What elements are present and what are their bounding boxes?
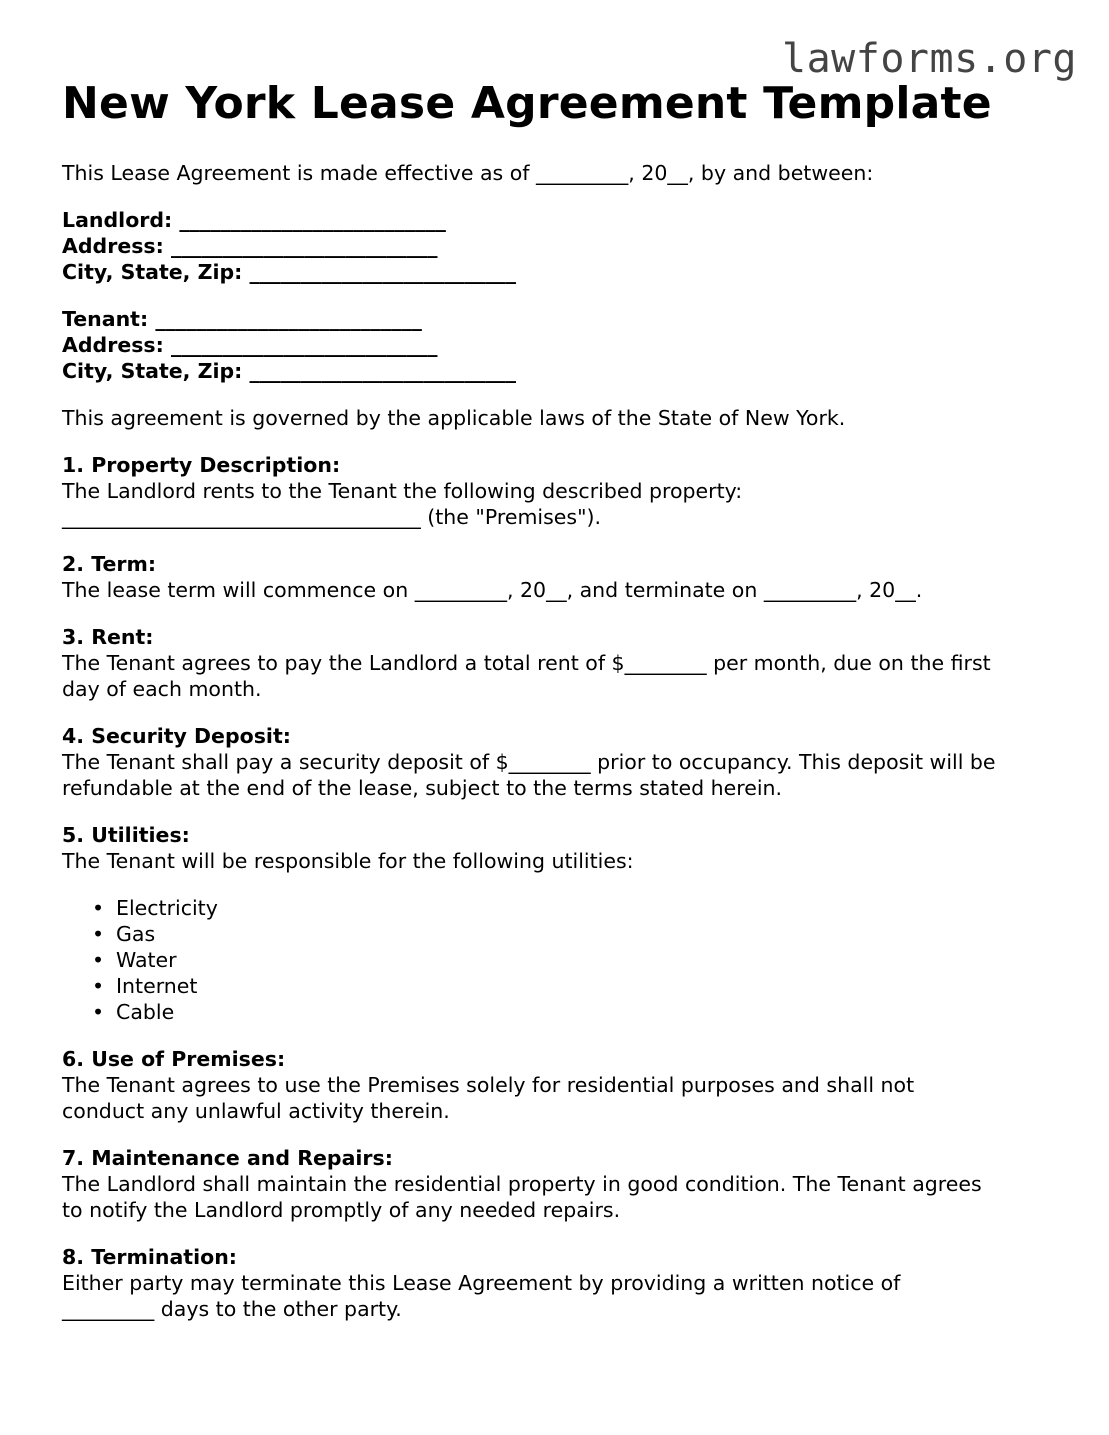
tenant-address-label: Address:	[62, 333, 171, 357]
tenant-name-line: __________________________	[155, 307, 422, 331]
section-text: The Tenant agrees to use the Premises solely for residential purposes and shall not	[62, 1073, 915, 1097]
landlord-name-line: __________________________	[179, 208, 446, 232]
section-text: The Landlord shall maintain the residential property in good condition. The Tenant agrees	[62, 1172, 982, 1196]
landlord-name-row	[62, 207, 1062, 233]
section-text: The Tenant shall pay a security deposit of $________ prior to occupancy. This deposit will be	[62, 750, 996, 774]
tenant-block	[62, 306, 1062, 384]
section-termination	[62, 1244, 1062, 1322]
list-item	[92, 973, 1062, 999]
section-text: day of each month.	[62, 677, 262, 701]
landlord-city-line: __________________________	[249, 260, 516, 284]
bullet-icon: •	[92, 922, 105, 946]
landlord-address-line: __________________________	[170, 234, 438, 258]
landlord-block	[62, 207, 1062, 285]
section-heading: 4. Security Deposit:	[62, 724, 291, 748]
section-heading: 3. Rent:	[62, 625, 154, 649]
section-property	[62, 452, 1062, 530]
list-item	[92, 999, 1062, 1025]
landlord-city-row	[62, 259, 1062, 285]
list-item-label: Water	[116, 948, 177, 972]
section-text: conduct any unlawful activity therein.	[62, 1099, 450, 1123]
list-item-label: Gas	[116, 922, 156, 946]
tenant-city-line: __________________________	[249, 359, 516, 383]
list-item	[92, 947, 1062, 973]
landlord-address-label: Address:	[62, 234, 171, 258]
section-text: Either party may terminate this Lease Agreement by providing a written notice of	[62, 1271, 901, 1295]
list-item	[92, 895, 1062, 921]
bullet-icon: •	[92, 948, 105, 972]
section-text: _________ days to the other party.	[62, 1297, 402, 1321]
bullet-icon: •	[92, 974, 105, 998]
section-text: refundable at the end of the lease, subject to the terms stated herein.	[62, 776, 783, 800]
section-text: ___________________________________ (the "Premises").	[62, 505, 602, 529]
tenant-address-row	[62, 332, 1062, 358]
landlord-city-label: City, State, Zip:	[62, 260, 250, 284]
tenant-address-line: __________________________	[170, 333, 438, 357]
section-term	[62, 551, 1062, 603]
list-item	[92, 921, 1062, 947]
tenant-city-label: City, State, Zip:	[62, 359, 250, 383]
document-page	[62, 78, 1062, 1322]
bullet-icon: •	[92, 896, 105, 920]
tenant-city-row	[62, 358, 1062, 384]
section-security-deposit	[62, 723, 1062, 801]
section-heading: 8. Termination:	[62, 1245, 237, 1269]
governing-law-paragraph: This agreement is governed by the applicable laws of the State of New York.	[62, 406, 846, 430]
section-rent	[62, 624, 1062, 702]
document-title: New York Lease Agreement Template	[62, 78, 992, 129]
section-heading: 5. Utilities:	[62, 823, 190, 847]
intro-paragraph: This Lease Agreement is made effective as of _________, 20__, by and between:	[62, 161, 874, 185]
section-text: to notify the Landlord promptly of any needed repairs.	[62, 1198, 621, 1222]
section-text: The Tenant agrees to pay the Landlord a total rent of $________ per month, due on the first	[62, 651, 991, 675]
list-item-label: Electricity	[116, 896, 218, 920]
watermark-text: lawforms.org	[782, 36, 1077, 82]
landlord-name-label: Landlord:	[62, 208, 180, 232]
section-text: The lease term will commence on _________, 20__, and terminate on _________, 20__.	[62, 578, 923, 602]
tenant-name-row	[62, 306, 1062, 332]
section-use-of-premises	[62, 1046, 1062, 1124]
landlord-address-row	[62, 233, 1062, 259]
section-heading: 2. Term:	[62, 552, 157, 576]
section-heading: 7. Maintenance and Repairs:	[62, 1146, 393, 1170]
tenant-name-label: Tenant:	[62, 307, 156, 331]
utilities-list	[62, 895, 1062, 1025]
section-utilities	[62, 822, 1062, 1025]
bullet-icon: •	[92, 1000, 105, 1024]
list-item-label: Internet	[116, 974, 198, 998]
section-text: The Tenant will be responsible for the following utilities:	[62, 849, 634, 873]
section-text: The Landlord rents to the Tenant the following described property:	[62, 479, 743, 503]
section-heading: 1. Property Description:	[62, 453, 341, 477]
list-item-label: Cable	[116, 1000, 175, 1024]
section-heading: 6. Use of Premises:	[62, 1047, 286, 1071]
section-maintenance	[62, 1145, 1062, 1223]
